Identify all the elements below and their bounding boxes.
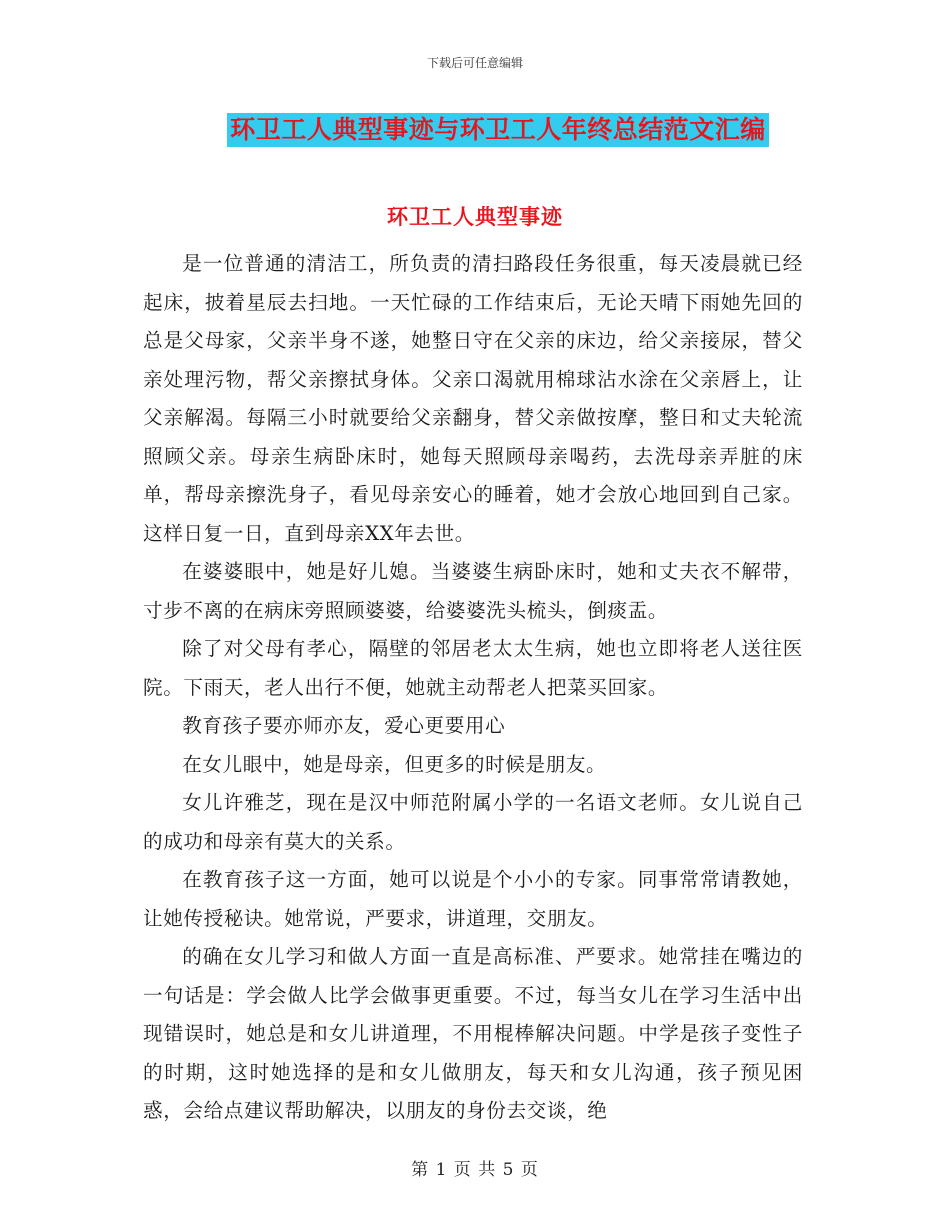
main-title-container [0, 113, 950, 147]
document-body [143, 245, 803, 1131]
paragraph: 除了对父母有孝心，隔壁的邻居老太太生病，她也立即将老人送往医院。下雨天，老人出行不便，她就主动帮老人把菜买回家。 [143, 637, 803, 699]
paragraph: 在婆婆眼中，她是好儿媳。当婆婆生病卧床时，她和丈夫衣不解带，寸步不离的在病床旁照顾婆婆，给婆婆洗头梳头，倒痰盂。 [143, 560, 803, 622]
page-number-footer: 第 1 页 共 5 页 [411, 1160, 539, 1180]
paragraph: 女儿许雅芝，现在是汉中师范附属小学的一名语文老师。女儿说自己的成功和母亲有莫大的关系。 [143, 791, 803, 853]
paragraph: 在女儿眼中，她是母亲，但更多的时候是朋友。 [182, 752, 607, 776]
section-title: 环卫工人典型事迹 [387, 204, 563, 229]
document-title: 环卫工人典型事迹与环卫工人年终总结范文汇编 [227, 113, 769, 147]
paragraph: 的确在女儿学习和做人方面一直是高标准、严要求。她常挂在嘴边的一句话是：学会做人比学会做事更重要。不过，每当女儿在学习生活中出现错误时，她总是和女儿讲道理，不用棍棒解决问题。中学是孩子变性子的时期，这时她选择的是和女儿做朋友，每天和女儿沟通，孩子预见困惑，会给点建议帮助解决，以朋友的身份去交谈，绝 [143, 945, 803, 1122]
header-note: 下载后可任意编辑 [426, 56, 523, 70]
paragraph: 是一位普通的清洁工，所负责的清扫路段任务很重，每天凌晨就已经起床，披着星辰去扫地。一天忙碌的工作结束后，无论天晴下雨她先回的总是父母家，父亲半身不遂，她整日守在父亲的床边，给父亲接尿，替父亲处理污物，帮父亲擦拭身体。父亲口渴就用棉球沾水涂在父亲唇上，让父亲解渴。每隔三小时就要给父亲翻身，替父亲做按摩，整日和丈夫轮流照顾父亲。母亲生病卧床时，她每天照顾母亲喝药，去洗母亲弄脏的床单，帮母亲擦洗身子，看见母亲安心的睡着，她才会放心地回到自己家。这样日复一日，直到母亲XX年去世。 [143, 252, 803, 545]
paragraph: 教育孩子要亦师亦友，爱心更要用心 [182, 714, 506, 737]
paragraph: 在教育孩子这一方面，她可以说是个小小的专家。同事常常请教她，让她传授秘诀。她常说，严要求，讲道理，交朋友。 [143, 868, 803, 930]
